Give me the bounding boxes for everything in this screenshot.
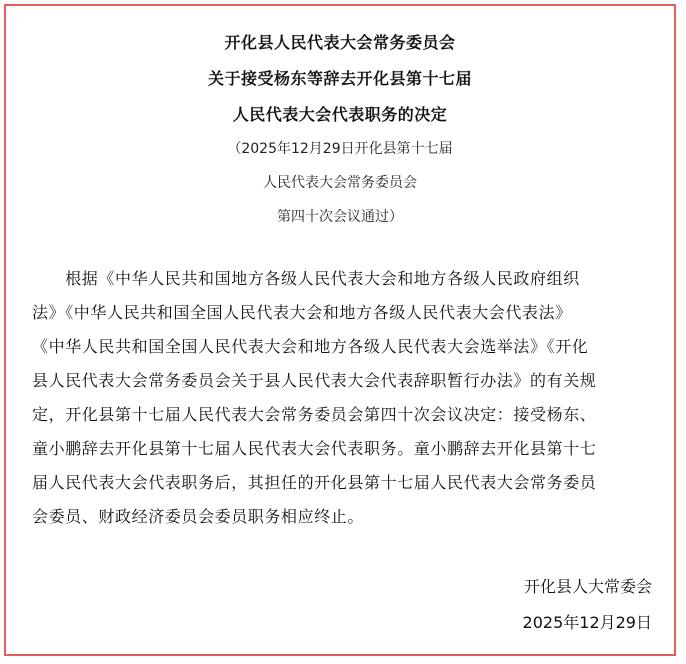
- body-line-4: 县人民代表大会常务委员会关于县人民代表大会代表辞职暂行办法》的有关规: [32, 371, 597, 390]
- body-line-5: 定，开化县第十七届人民代表大会常务委员会第四十次会议决定：接受杨东、: [32, 405, 597, 424]
- body-line-7: 届人民代表大会代表职务后，其担任的开化县第十七届人民代表大会常务委员: [32, 473, 597, 492]
- title-line-2: 关于接受杨东等辞去开化县第十七届: [207, 69, 472, 88]
- title-line-1: 开化县人民代表大会常务委员会: [224, 33, 456, 52]
- body-line-3: 《中华人民共和国全国人民代表大会和地方各级人民代表大会选举法》《开化: [32, 337, 589, 356]
- body-line-6: 童小鹏辞去开化县第十七届人民代表大会代表职务。童小鹏辞去开化县第十七: [32, 439, 597, 458]
- subtitle-line-1: （2025年12月29日开化县第十七届: [227, 141, 453, 157]
- signature-date: 2025年12月29日: [522, 613, 652, 632]
- document-frame: [4, 4, 676, 656]
- body-line-1: 根据《中华人民共和国地方各级人民代表大会和地方各级人民政府组织: [32, 269, 580, 288]
- subtitle-line-2: 人民代表大会常务委员会: [263, 175, 417, 191]
- body-line-2: 法》《中华人民共和国全国人民代表大会和地方各级人民代表大会代表法》: [32, 303, 572, 322]
- title-line-3: 人民代表大会代表职务的决定: [232, 105, 448, 124]
- signature-org: 开化县人大常委会: [523, 577, 652, 596]
- subtitle-line-3: 第四十次会议通过）: [277, 209, 403, 225]
- body-line-8: 会委员、财政经济委员会委员职务相应终止。: [32, 507, 365, 526]
